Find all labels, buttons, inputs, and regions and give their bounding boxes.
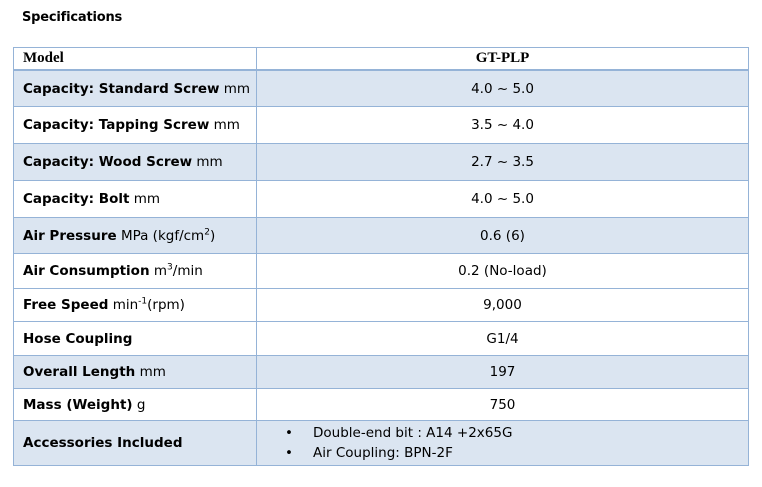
row-value: 3.5 ~ 4.0 [257, 107, 749, 144]
row-label: Capacity: Bolt [23, 191, 130, 207]
row-unit [121, 228, 215, 244]
table-row [14, 218, 749, 254]
row-unit [154, 263, 203, 279]
row-value: 9,000 [257, 289, 749, 322]
row-label-cell [14, 70, 257, 107]
row-unit: mm [139, 364, 166, 380]
bullet-icon: • [285, 425, 293, 441]
accessory-text: Air Coupling: BPN-2F [313, 445, 453, 461]
unit-text: (rpm) [147, 297, 185, 313]
list-item [285, 423, 748, 443]
bullet-icon: • [285, 445, 293, 461]
row-label: Mass (Weight) [23, 396, 133, 413]
row-label: Capacity: Standard Screw [23, 80, 220, 97]
row-unit: mm [213, 117, 240, 133]
row-unit: mm [196, 154, 223, 170]
table-row [14, 289, 749, 322]
accessories-list [285, 423, 748, 463]
row-unit: g [136, 396, 146, 413]
row-value: 750 [257, 389, 749, 421]
row-label: Capacity: Tapping Screw [23, 117, 210, 133]
row-label: Air Consumption [23, 263, 150, 279]
row-value: 2.7 ~ 3.5 [257, 144, 749, 181]
row-value: 0.2 (No-load) [257, 254, 749, 289]
row-label-cell [14, 421, 257, 466]
row-label-cell [14, 107, 257, 144]
unit-text: /min [172, 263, 203, 279]
row-label-cell [14, 144, 257, 181]
table-row [14, 322, 749, 356]
row-value: 4.0 ~ 5.0 [257, 181, 749, 218]
accessory-text: Double-end bit : A14 +2x65G [313, 425, 513, 441]
row-label: Hose Coupling [23, 330, 133, 347]
row-label: Air Pressure [23, 227, 117, 244]
list-item [285, 443, 748, 463]
row-value: 0.6 (6) [257, 218, 749, 254]
unit-superscript: -1 [138, 296, 148, 307]
row-value: 197 [257, 356, 749, 389]
table-row [14, 144, 749, 181]
specifications-table [13, 47, 749, 466]
row-label-cell [14, 322, 257, 356]
table-header-row [14, 48, 749, 71]
unit-text: ) [209, 227, 216, 244]
table-row [14, 389, 749, 421]
table-row [14, 70, 749, 107]
row-label: Free Speed [23, 297, 109, 313]
table-row [14, 356, 749, 389]
table-row [14, 181, 749, 218]
header-model-label: Model [14, 48, 257, 71]
row-label-cell [14, 356, 257, 389]
table-row [14, 254, 749, 289]
row-unit: mm [133, 191, 161, 207]
unit-superscript: 2 [204, 227, 210, 237]
row-value: G1/4 [257, 322, 749, 356]
table-row [14, 107, 749, 144]
row-label-cell [14, 389, 257, 421]
unit-text: min [112, 297, 139, 313]
unit-superscript: 3 [167, 262, 173, 273]
row-label-cell [14, 254, 257, 289]
table-row [14, 421, 749, 466]
row-label-cell [14, 289, 257, 322]
row-unit [113, 297, 185, 313]
accessories-cell [257, 421, 749, 466]
unit-text: MPa (kgf/cm [120, 227, 205, 244]
page-title: Specifications [22, 10, 123, 25]
row-unit: mm [223, 80, 251, 97]
header-model-value: GT-PLP [257, 48, 749, 71]
row-label: Overall Length [23, 364, 136, 380]
row-label: Accessories Included [23, 435, 183, 451]
row-label-cell [14, 218, 257, 254]
row-label: Capacity: Wood Screw [23, 154, 193, 170]
unit-text: m [153, 263, 168, 279]
row-label-cell [14, 181, 257, 218]
row-value: 4.0 ~ 5.0 [257, 70, 749, 107]
